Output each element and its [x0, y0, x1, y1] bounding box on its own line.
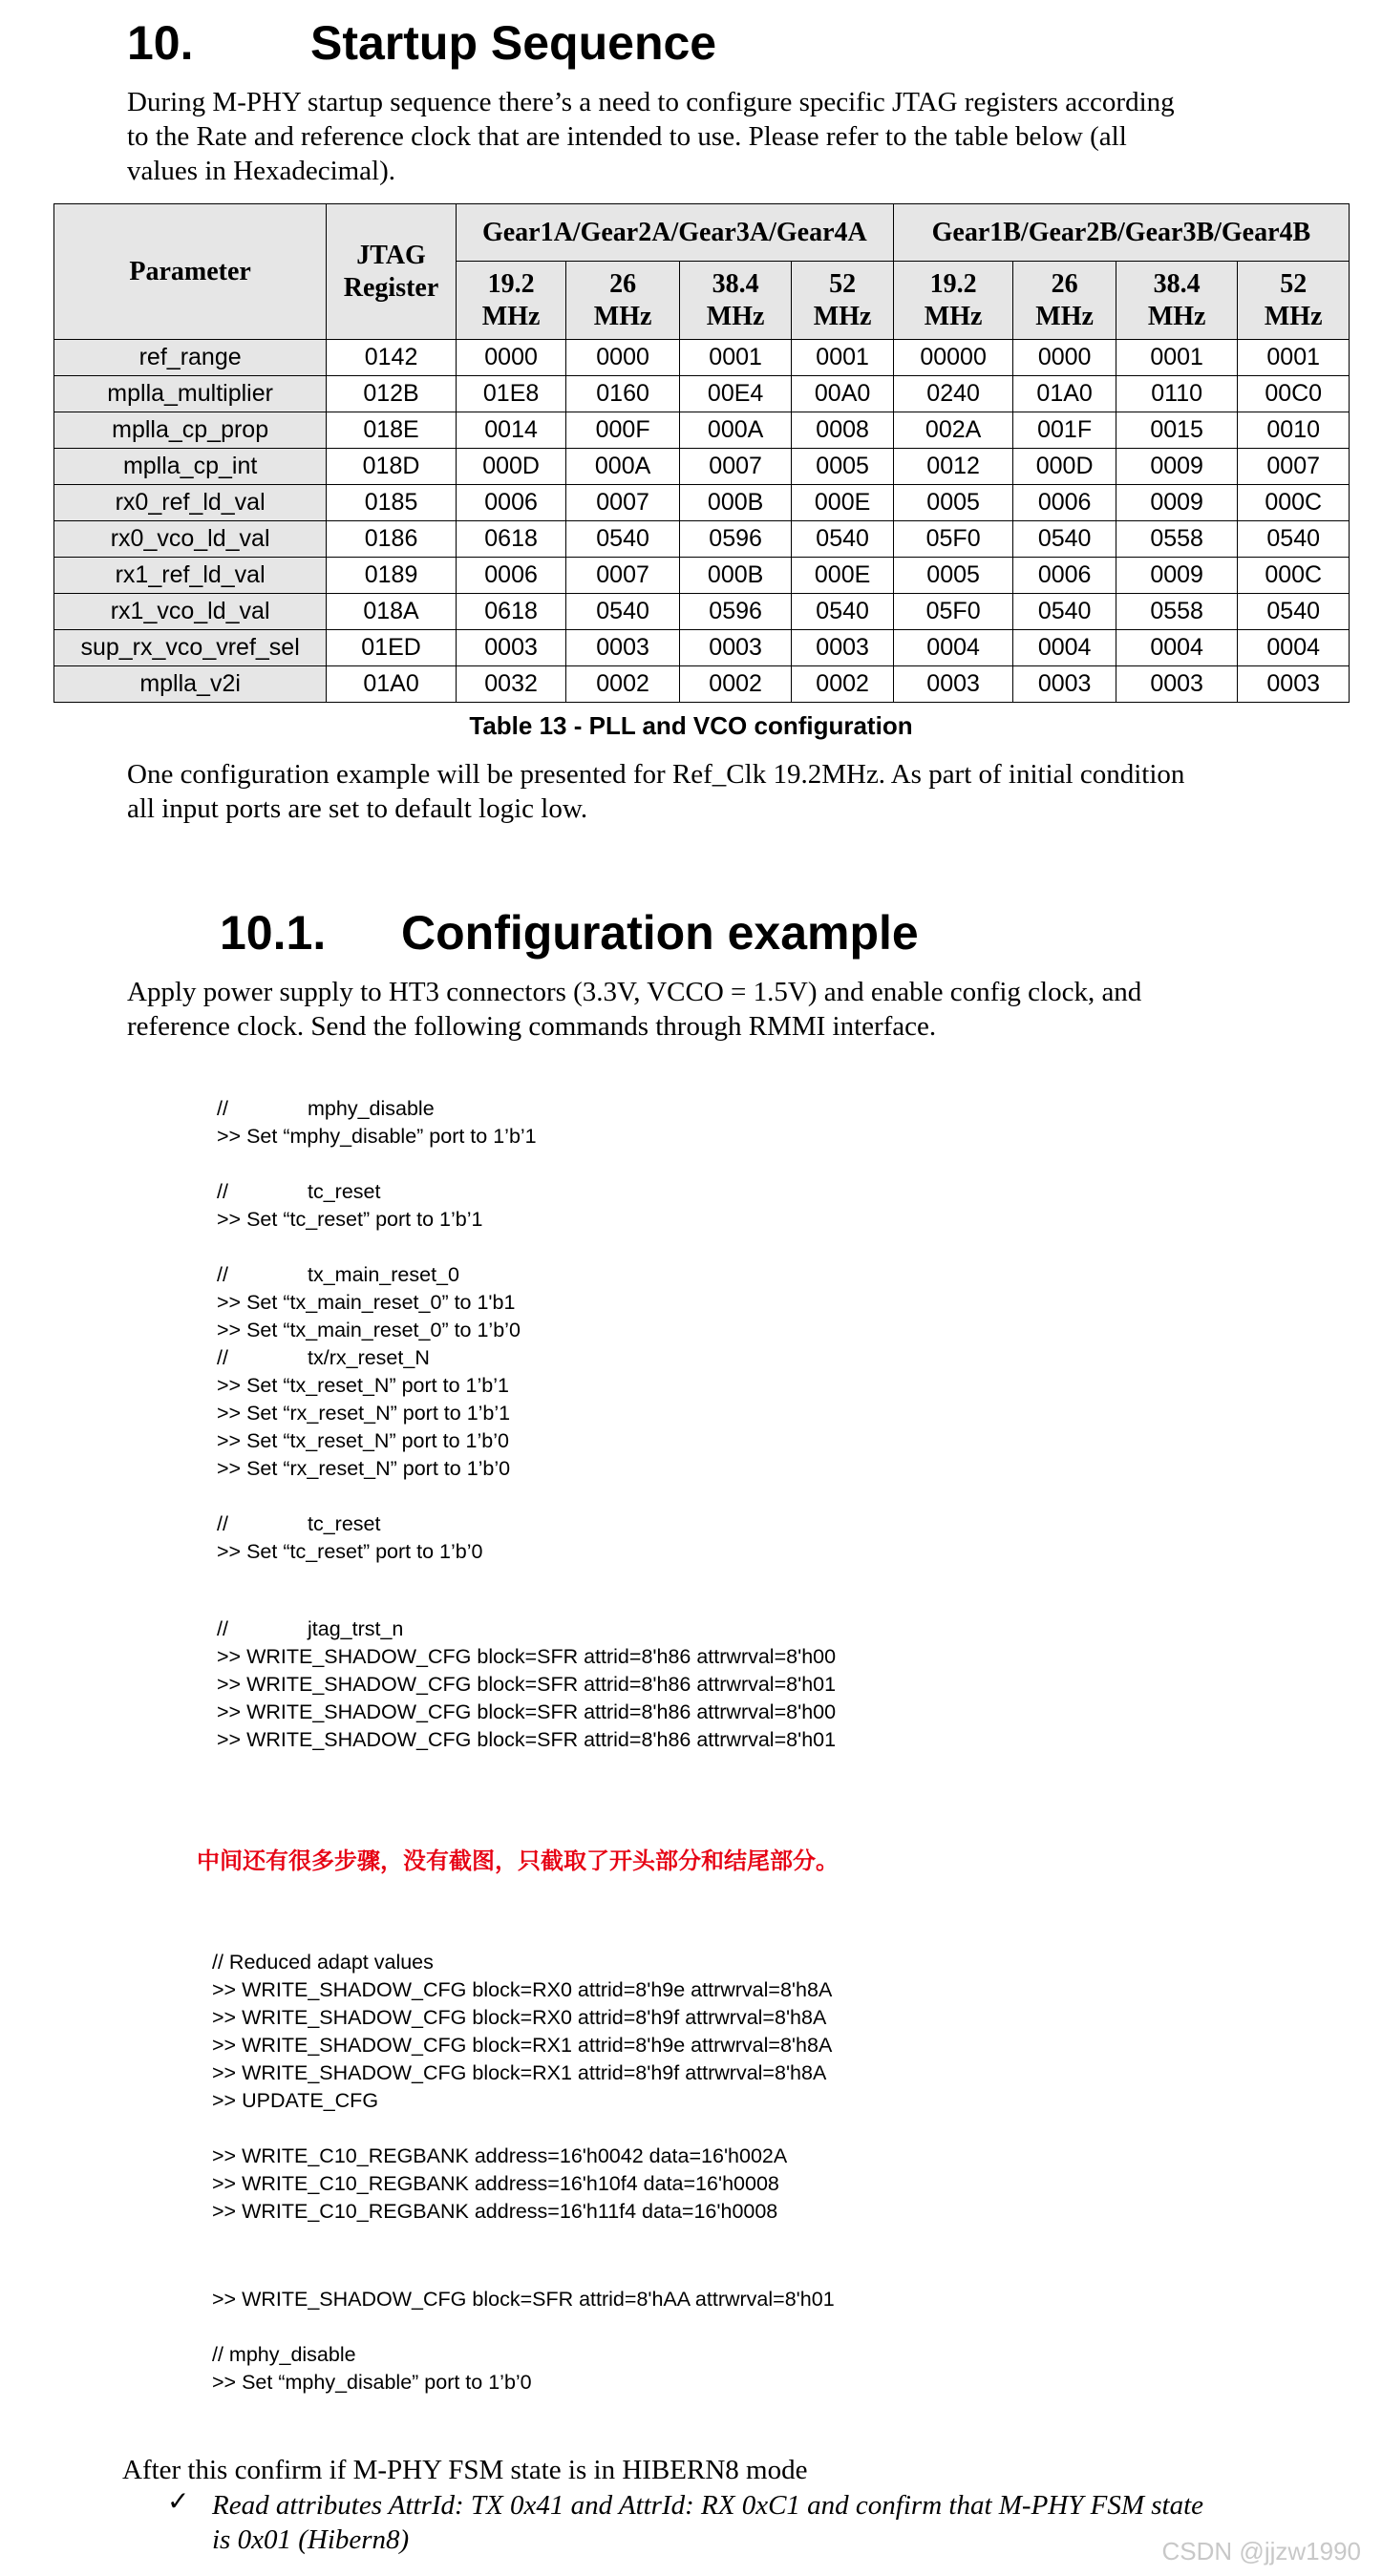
intro-line: During M-PHY startup sequence there’s a need to configure specific JTAG registers according [127, 87, 1175, 117]
value-cell: 0540 [792, 594, 893, 630]
value-cell: 0001 [1116, 340, 1238, 376]
table-row [54, 485, 1350, 521]
table-row [54, 376, 1350, 412]
value-cell: 000E [792, 485, 893, 521]
param-name-cell: mplla_cp_prop [54, 412, 327, 449]
jtag-register-cell: 01A0 [327, 666, 457, 703]
value-cell: 0540 [1238, 594, 1350, 630]
table-row [54, 412, 1350, 449]
value-cell: 0110 [1116, 376, 1238, 412]
value-cell: 000A [679, 412, 792, 449]
code-line: >> WRITE_SHADOW_CFG block=RX1 attrid=8'h9f attrwrval=8'h8A [212, 2061, 827, 2084]
code-line: >> WRITE_SHADOW_CFG block=RX0 attrid=8'h9e attrwrval=8'h8A [212, 1978, 833, 2001]
check-mark-icon: ✓ [167, 2487, 190, 2517]
watermark: CSDN @jjzw1990 [1161, 2537, 1361, 2565]
value-cell: 0540 [566, 594, 680, 630]
code-line: >> WRITE_SHADOW_CFG block=SFR attrid=8'h86 attrwrval=8'h00 [217, 1700, 837, 1723]
code-line: >> WRITE_SHADOW_CFG block=SFR attrid=8'h86 attrwrval=8'h01 [217, 1728, 837, 1751]
intro-paragraph [127, 85, 1330, 188]
param-name-cell: mplla_multiplier [54, 376, 327, 412]
value-cell: 002A [893, 412, 1013, 449]
group-b-header: Gear1B/Gear2B/Gear3B/Gear4B [893, 204, 1349, 262]
code-line: >> WRITE_C10_REGBANK address=16'h10f4 data=16'h0008 [212, 2172, 779, 2195]
jtag-register-cell: 0142 [327, 340, 457, 376]
code-line: >> Set “tx_reset_N” port to 1’b’0 [217, 1429, 509, 1452]
jtag-register-cell: 01ED [327, 630, 457, 666]
value-cell: 000A [566, 449, 680, 485]
value-cell: 0004 [1013, 630, 1116, 666]
code-line [217, 1151, 537, 1178]
code-block-startup [217, 1095, 537, 1566]
value-cell: 0007 [679, 449, 792, 485]
value-cell: 000D [456, 449, 566, 485]
section-title: Startup Sequence [310, 16, 717, 70]
value-cell: 0009 [1116, 485, 1238, 521]
table-caption: Table 13 - PLL and VCO configuration [469, 711, 913, 740]
example-line: all input ports are set to default logic low. [127, 793, 588, 824]
value-cell: 0596 [679, 521, 792, 558]
value-cell: 0004 [893, 630, 1013, 666]
value-cell: 0012 [893, 449, 1013, 485]
omission-note: 中间还有很多步骤，没有截图，只截取了开头部分和结尾部分。 [197, 1848, 839, 1874]
code-line: >> Set “tx_main_reset_0” to 1’b’0 [217, 1319, 521, 1341]
code-line: >> Set “rx_reset_N” port to 1’b’1 [217, 1402, 511, 1425]
value-cell: 0010 [1238, 412, 1350, 449]
intro-line: to the Rate and reference clock that are intended to use. Please refer to the table below (all [127, 121, 1127, 152]
section-heading [127, 13, 717, 73]
value-cell: 0540 [1013, 521, 1116, 558]
code-line: >> Set “mphy_disable” port to 1’b’0 [212, 2371, 532, 2394]
example-line: One configuration example will be presented for Ref_Clk 19.2MHz. As part of initial condition [127, 759, 1185, 790]
value-cell: 0000 [566, 340, 680, 376]
value-cell: 0009 [1116, 558, 1238, 594]
value-cell: 00C0 [1238, 376, 1350, 412]
value-cell: 0015 [1116, 412, 1238, 449]
value-cell: 00000 [893, 340, 1013, 376]
value-cell: 0160 [566, 376, 680, 412]
code-line: // mphy_disable [217, 1097, 435, 1120]
value-cell: 0003 [679, 630, 792, 666]
code-block-jtag [217, 1615, 836, 1754]
value-cell: 0558 [1116, 521, 1238, 558]
code-line: >> WRITE_C10_REGBANK address=16'h11f4 data=16'h0008 [212, 2200, 778, 2223]
value-cell: 0003 [792, 630, 893, 666]
code-line: // Reduced adapt values [212, 1951, 434, 1974]
value-cell: 00E4 [679, 376, 792, 412]
value-cell: 0540 [566, 521, 680, 558]
code-line: >> Set “rx_reset_N” port to 1’b’0 [217, 1457, 511, 1480]
value-cell: 0003 [456, 630, 566, 666]
value-cell: 000E [792, 558, 893, 594]
value-cell: 0002 [792, 666, 893, 703]
freq-header: 19.2 MHz [893, 262, 1013, 340]
code-line: >> UPDATE_CFG [212, 2089, 379, 2112]
code-line: >> WRITE_SHADOW_CFG block=SFR attrid=8'h86 attrwrval=8'h01 [217, 1673, 837, 1696]
value-cell: 01A0 [1013, 376, 1116, 412]
code-line: >> Set “tc_reset” port to 1’b’0 [217, 1540, 483, 1563]
table-row [54, 558, 1350, 594]
value-cell: 000B [679, 558, 792, 594]
code-line [217, 1483, 537, 1510]
value-cell: 0006 [456, 485, 566, 521]
param-name-cell: rx1_ref_ld_val [54, 558, 327, 594]
value-cell: 0001 [1238, 340, 1350, 376]
value-cell: 0007 [566, 485, 680, 521]
value-cell: 0003 [1013, 666, 1116, 703]
freq-header: 38.4 MHz [679, 262, 792, 340]
code-line: >> WRITE_C10_REGBANK address=16'h0042 data=16'h002A [212, 2144, 788, 2167]
section-number: 10. [127, 16, 194, 70]
subsection-heading [220, 903, 919, 962]
value-cell: 00A0 [792, 376, 893, 412]
jtag-register-cell: 018A [327, 594, 457, 630]
value-cell: 0004 [1238, 630, 1350, 666]
table-row [54, 521, 1350, 558]
table-row [54, 449, 1350, 485]
value-cell: 0003 [1238, 666, 1350, 703]
pll-vco-table [53, 203, 1350, 703]
value-cell: 0618 [456, 594, 566, 630]
table-row [54, 630, 1350, 666]
jtag-register-cell: 0189 [327, 558, 457, 594]
bullet-text [212, 2488, 1203, 2557]
value-cell: 0014 [456, 412, 566, 449]
value-cell: 0003 [566, 630, 680, 666]
jtag-register-cell: 012B [327, 376, 457, 412]
code-line: >> Set “tx_reset_N” port to 1’b’1 [217, 1374, 509, 1397]
value-cell: 0005 [792, 449, 893, 485]
code-line [212, 2115, 832, 2143]
code-line: // mphy_disable [212, 2343, 356, 2366]
value-cell: 0000 [456, 340, 566, 376]
code-line: >> Set “tx_main_reset_0” to 1'b1 [217, 1291, 516, 1314]
value-cell: 0001 [792, 340, 893, 376]
after-paragraph: After this confirm if M-PHY FSM state is in HIBERN8 mode [122, 2455, 808, 2485]
code-line [217, 1234, 537, 1261]
value-cell: 0004 [1116, 630, 1238, 666]
param-name-cell: mplla_v2i [54, 666, 327, 703]
value-cell: 0009 [1116, 449, 1238, 485]
value-cell: 0006 [456, 558, 566, 594]
code-line: // tc_reset [217, 1180, 381, 1203]
value-cell: 0540 [792, 521, 893, 558]
param-name-cell: rx0_vco_ld_val [54, 521, 327, 558]
code-line: >> WRITE_SHADOW_CFG block=SFR attrid=8'hAA attrwrval=8'h01 [212, 2288, 835, 2311]
bullet-line: Read attributes AttrId: TX 0x41 and AttrId: RX 0xC1 and confirm that M-PHY FSM state [212, 2490, 1203, 2521]
value-cell: 0005 [893, 558, 1013, 594]
value-cell: 0002 [566, 666, 680, 703]
param-name-cell: rx1_vco_ld_val [54, 594, 327, 630]
value-cell: 05F0 [893, 521, 1013, 558]
value-cell: 0003 [893, 666, 1013, 703]
value-cell: 000D [1013, 449, 1116, 485]
code-line: >> WRITE_SHADOW_CFG block=RX0 attrid=8'h9f attrwrval=8'h8A [212, 2006, 827, 2029]
jtag-register-cell: 018D [327, 449, 457, 485]
freq-header: 19.2 MHz [456, 262, 566, 340]
value-cell: 000C [1238, 485, 1350, 521]
value-cell: 0540 [1238, 521, 1350, 558]
freq-header: 38.4 MHz [1116, 262, 1238, 340]
value-cell: 0006 [1013, 485, 1116, 521]
value-cell: 01E8 [456, 376, 566, 412]
code-block-finish [212, 2286, 835, 2397]
freq-header: 26 MHz [1013, 262, 1116, 340]
bullet-line: is 0x01 (Hibern8) [212, 2524, 410, 2555]
value-cell: 0003 [1116, 666, 1238, 703]
subsection-line: Apply power supply to HT3 connectors (3.3V, VCCO = 1.5V) and enable config clock, and [127, 977, 1142, 1007]
intro-line: values in Hexadecimal). [127, 156, 396, 186]
value-cell: 0008 [792, 412, 893, 449]
param-name-cell: ref_range [54, 340, 327, 376]
freq-header: 52 MHz [792, 262, 893, 340]
value-cell: 0007 [1238, 449, 1350, 485]
value-cell: 0000 [1013, 340, 1116, 376]
value-cell: 000F [566, 412, 680, 449]
code-line: >> WRITE_SHADOW_CFG block=RX1 attrid=8'h9e attrwrval=8'h8A [212, 2034, 833, 2057]
jtag-header: JTAG Register [327, 204, 457, 340]
subsection-title: Configuration example [401, 906, 919, 960]
table-row [54, 594, 1350, 630]
value-cell: 0240 [893, 376, 1013, 412]
value-cell: 000B [679, 485, 792, 521]
value-cell: 0558 [1116, 594, 1238, 630]
value-cell: 05F0 [893, 594, 1013, 630]
value-cell: 0005 [893, 485, 1013, 521]
value-cell: 0596 [679, 594, 792, 630]
param-name-cell: rx0_ref_ld_val [54, 485, 327, 521]
value-cell: 0002 [679, 666, 792, 703]
code-block-adapt [212, 1949, 832, 2226]
code-line: >> WRITE_SHADOW_CFG block=SFR attrid=8'h86 attrwrval=8'h00 [217, 1645, 837, 1668]
jtag-register-cell: 0185 [327, 485, 457, 521]
code-line: // jtag_trst_n [217, 1617, 404, 1640]
table-row [54, 666, 1350, 703]
code-line: // tc_reset [217, 1512, 381, 1535]
freq-header: 26 MHz [566, 262, 680, 340]
value-cell: 0618 [456, 521, 566, 558]
subsection-paragraph [127, 975, 1141, 1044]
value-cell: 001F [1013, 412, 1116, 449]
value-cell: 0001 [679, 340, 792, 376]
jtag-register-cell: 0186 [327, 521, 457, 558]
value-cell: 0007 [566, 558, 680, 594]
subsection-line: reference clock. Send the following commands through RMMI interface. [127, 1011, 937, 1042]
code-line: // tx_main_reset_0 [217, 1263, 459, 1286]
code-line: // tx/rx_reset_N [217, 1346, 430, 1369]
code-line [212, 2313, 835, 2341]
param-name-cell: sup_rx_vco_vref_sel [54, 630, 327, 666]
example-paragraph [127, 757, 1184, 826]
value-cell: 000C [1238, 558, 1350, 594]
table-row [54, 340, 1350, 376]
code-line: >> Set “tc_reset” port to 1’b’1 [217, 1208, 483, 1231]
jtag-register-cell: 018E [327, 412, 457, 449]
code-line: >> Set “mphy_disable” port to 1’b’1 [217, 1125, 537, 1148]
param-header: Parameter [54, 204, 327, 340]
param-name-cell: mplla_cp_int [54, 449, 327, 485]
group-a-header: Gear1A/Gear2A/Gear3A/Gear4A [456, 204, 893, 262]
freq-header: 52 MHz [1238, 262, 1350, 340]
value-cell: 0540 [1013, 594, 1116, 630]
value-cell: 0032 [456, 666, 566, 703]
subsection-number: 10.1. [220, 906, 327, 960]
value-cell: 0006 [1013, 558, 1116, 594]
